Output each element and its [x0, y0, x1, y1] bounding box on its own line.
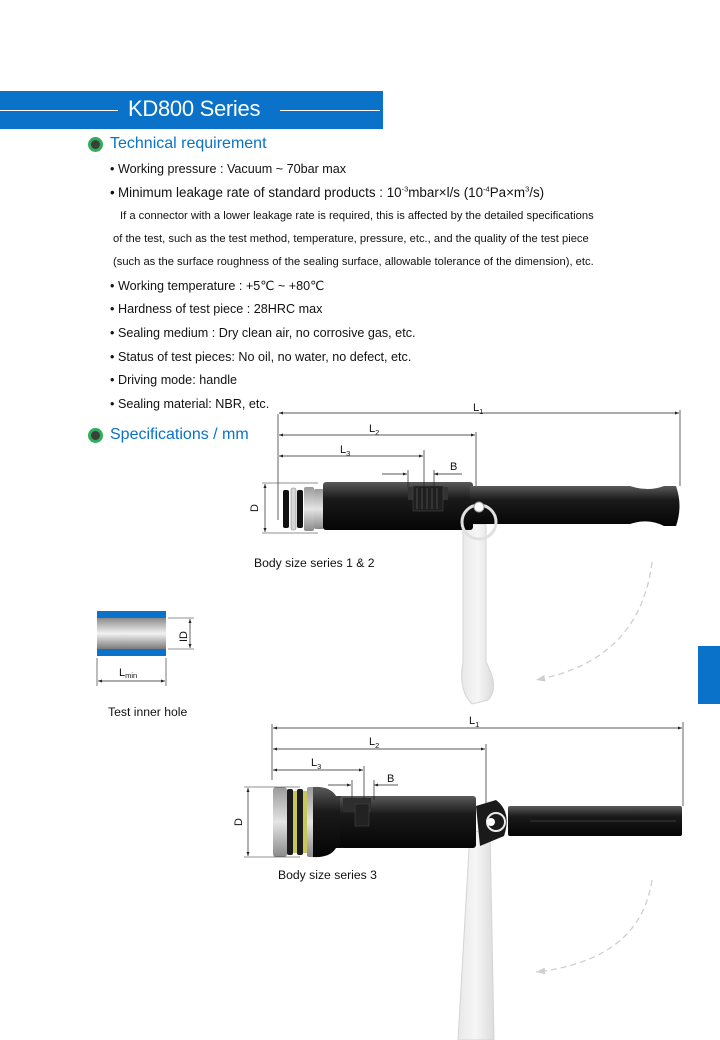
dim-l3-label-s3: $L_3$	[311, 757, 322, 771]
req-working-temperature: • Working temperature : +5℃ ~ +80℃	[110, 279, 325, 293]
req-working-pressure: • Working pressure : Vacuum ~ 70bar max	[110, 162, 347, 176]
series-title: KD800 Series	[128, 96, 261, 121]
req-status: • Status of test pieces: No oil, no water, no defect, etc.	[110, 350, 412, 364]
req-sealing-material: • Sealing material: NBR, etc.	[110, 397, 270, 411]
drawing-test-inner-hole	[97, 611, 194, 686]
req-leakage-rate: • Minimum leakage rate of standard products : $10^{-3}mbar\times l/s$ $(10^{-4}Pa\times m^3/s)$	[110, 184, 545, 200]
caption-test-inner-hole: Test inner hole	[108, 705, 188, 719]
req-driving-mode: • Driving mode: handle	[110, 373, 238, 387]
dim-b-label-s3: B	[387, 773, 395, 785]
dim-id-label: ID	[178, 631, 190, 642]
dim-l1-label: $L_1$	[473, 402, 484, 416]
caption-series-1-2: Body size series 1 & 2	[254, 556, 375, 570]
dim-d-label: D	[249, 504, 261, 512]
dim-l2-label-s3: $L_2$	[369, 736, 380, 750]
dim-d-label-s3: D	[233, 818, 245, 826]
caption-series-3: Body size series 3	[278, 868, 377, 882]
specs-section-title: Specifications / mm	[110, 426, 249, 443]
technical-section-title: Technical requirement	[110, 135, 267, 152]
req-sealing-medium: • Sealing medium : Dry clean air, no corrosive gas, etc.	[110, 326, 416, 340]
leak-note-line-3: (such as the surface roughness of the sealing surface, allowable tolerance of the dimension), etc.	[113, 256, 594, 268]
dim-l2-label: $L_2$	[369, 423, 380, 437]
dim-l3-label: $L_3$	[340, 444, 351, 458]
leak-note-line-2: of the test, such as the test method, temperature, pressure, etc., and the quality of the test piece	[113, 233, 589, 245]
dim-b-label: B	[450, 461, 458, 473]
req-hardness: • Hardness of test piece : 28HRC max	[110, 302, 323, 316]
dim-lmin-label: Lmin	[119, 667, 138, 680]
drawing-series-1-2	[249, 402, 680, 704]
leak-note-line-1: If a connector with a lower leakage rate is required, this is affected by the detailed specifications	[120, 210, 594, 222]
dim-l1-label-s3: $L_1$	[469, 715, 480, 729]
